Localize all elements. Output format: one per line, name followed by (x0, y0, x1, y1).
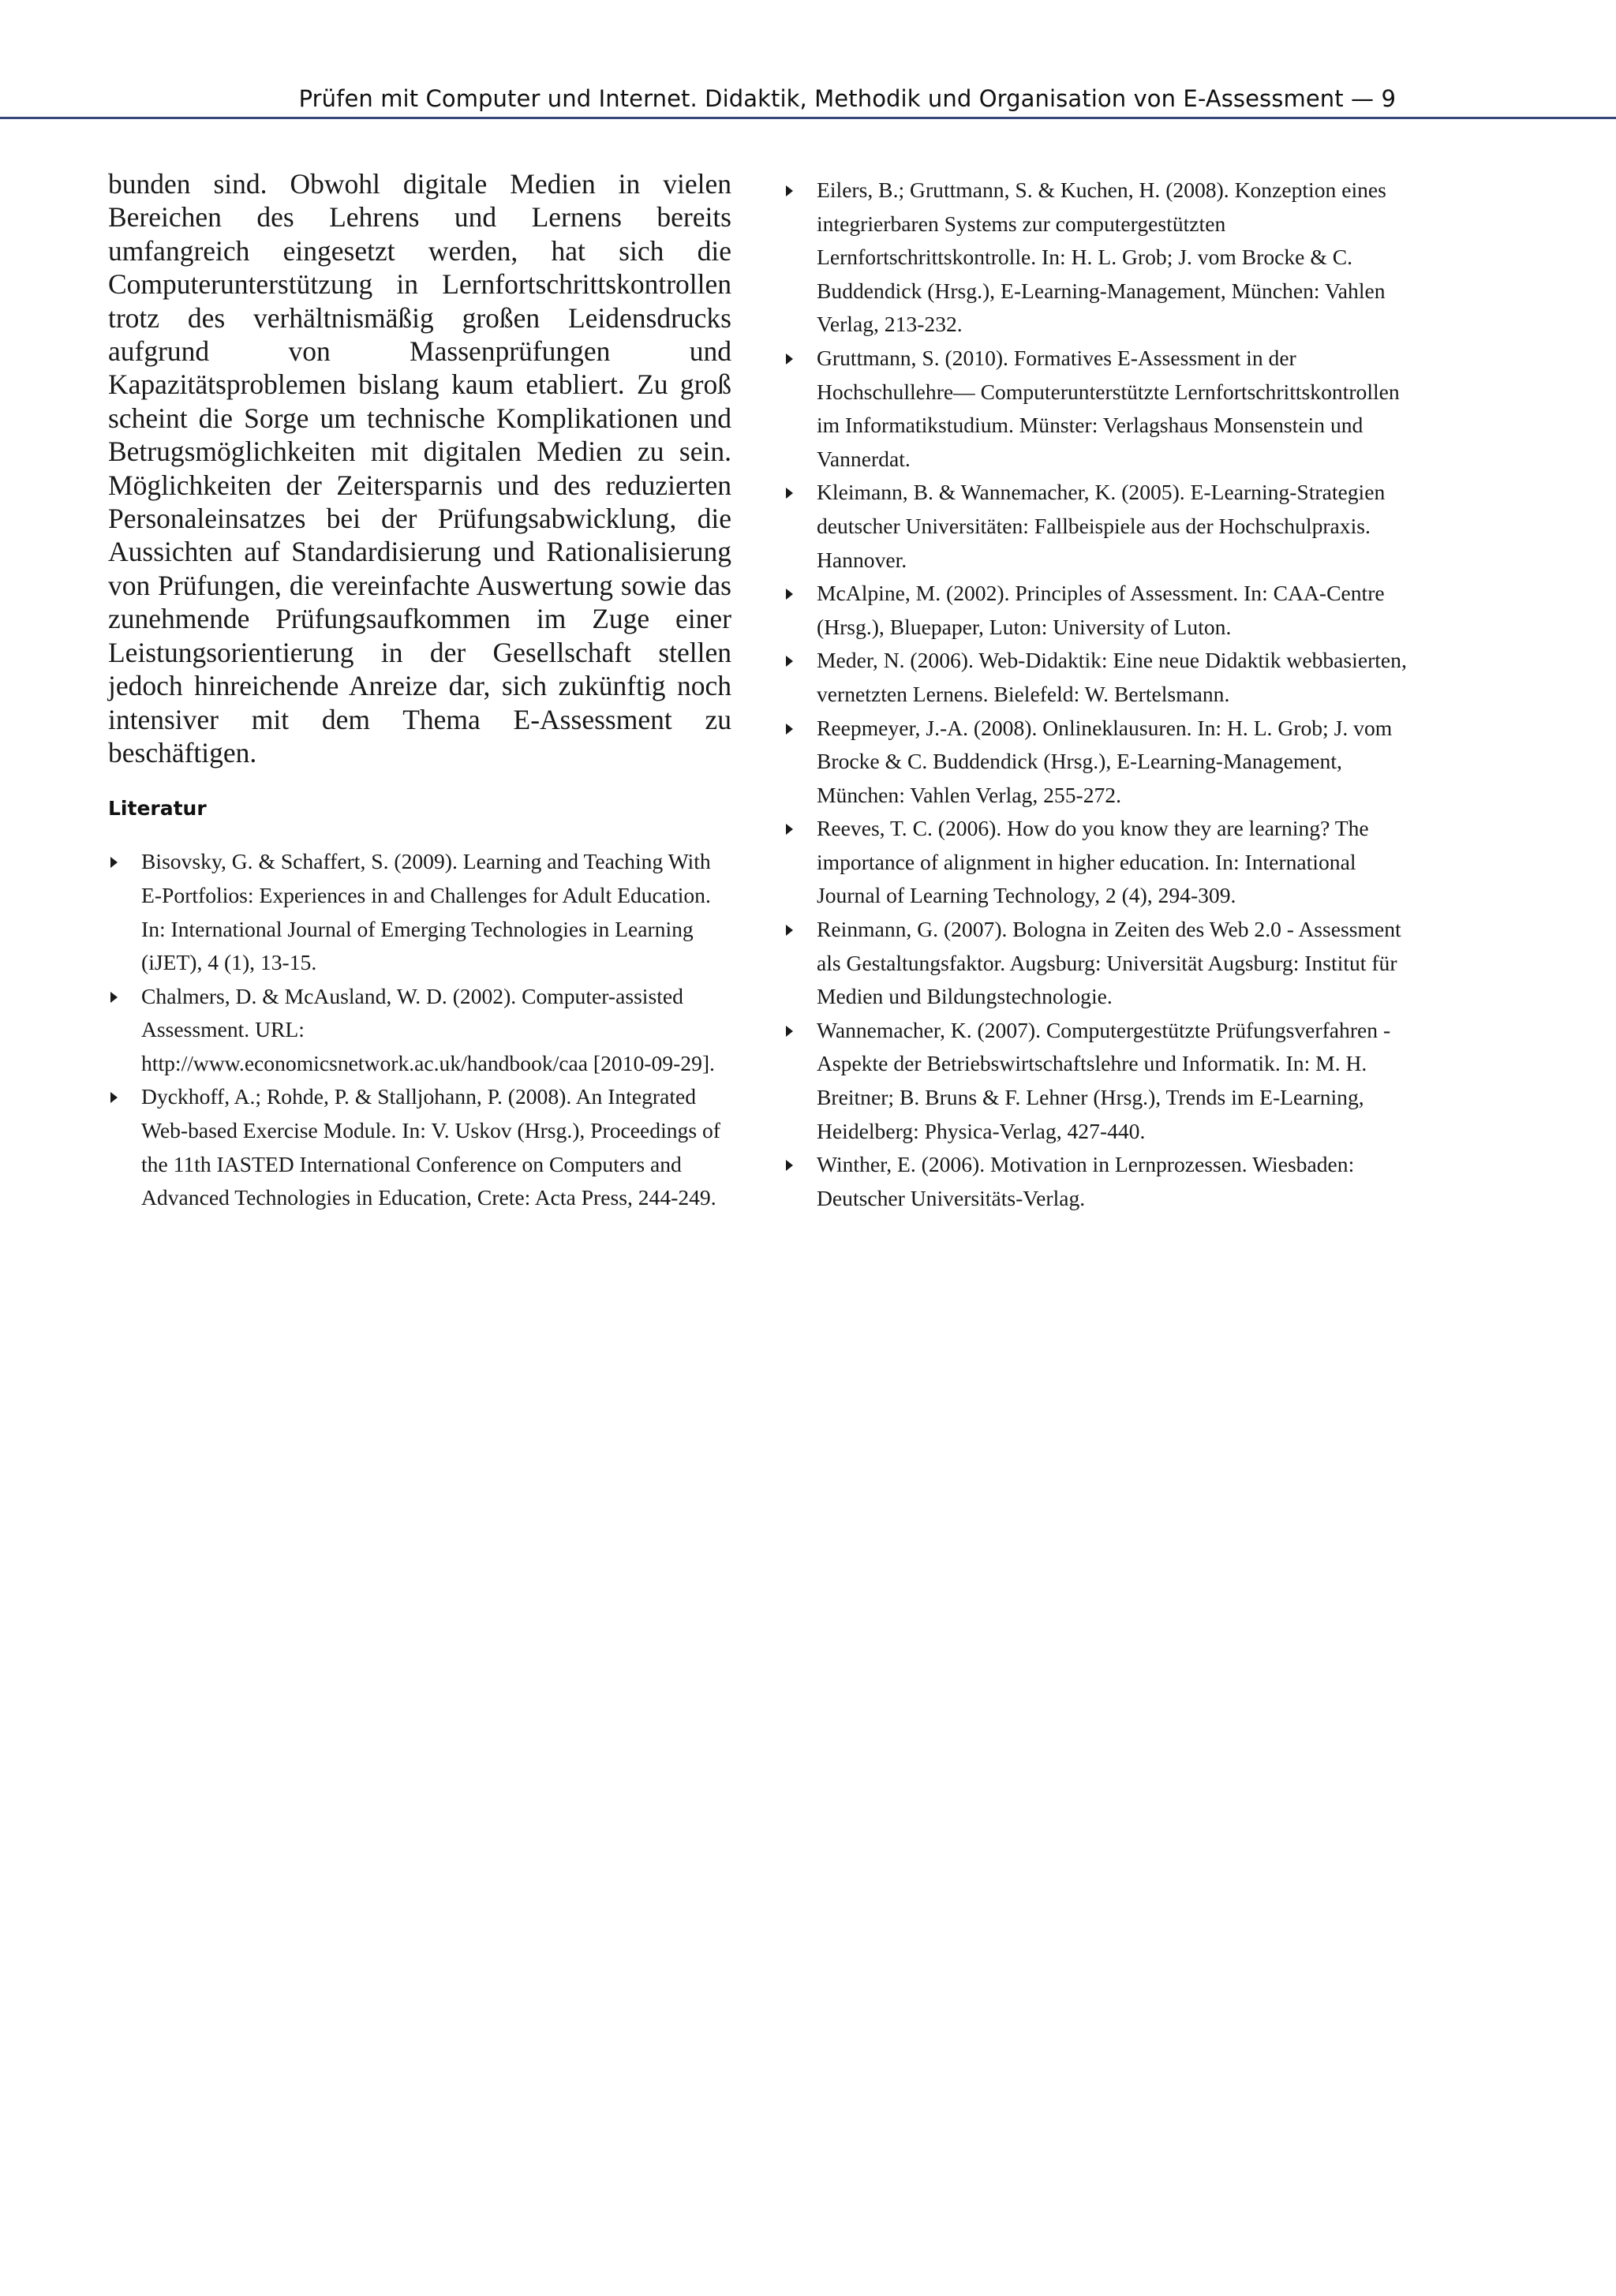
triangle-bullet-icon (786, 589, 793, 600)
reference-item (108, 1080, 731, 1214)
reference-text: Reinmann, G. (2007). Bologna in Zeiten des Web 2.0 - Assessment als Gestaltungsfaktor. Augsburg: Universität Augsburg: Institut für Medien und Bildungstechnologie. (817, 917, 1401, 1009)
triangle-bullet-icon (786, 1026, 793, 1037)
triangle-bullet-icon (786, 488, 793, 499)
reference-item (784, 342, 1407, 476)
body-paragraph: bunden sind. Obwohl digitale Medien in vielen Bereichen des Lehrens und Lernens bereits umfangreich eingesetzt werden, hat sich die Computerunterstützung in Lernfortschrittskontrollen trotz des verhältnismäßig großen Leidensdrucks aufgrund von Massenprüfungen und Kapazitätsproblemen bislang kaum etabliert. Zu groß scheint die Sorge um technische Komplikationen und Betrugsmöglichkeiten mit digitalen Medien zu sein. Möglichkeiten der Zeitersparnis und des reduzierten Personaleinsatzes bei der Prüfungsabwicklung, die Aussichten auf Standardisierung und Rationalisierung von Prüfungen, die vereinfachte Auswertung sowie das zunehmende Prüfungsaufkommen im Zuge einer Leistungsorientierung in der Gesellschaft stellen jedoch hinreichende Anreize dar, sich zukünftig noch intensiver mit dem Thema E-Assessment zu beschäftigen. (108, 168, 731, 768)
reference-text: McAlpine, M. (2002). Principles of Assessment. In: CAA-Centre (Hrsg.), Bluepaper, Luton: University of Luton. (817, 581, 1385, 639)
reference-text: Reepmeyer, J.-A. (2008). Onlineklausuren. In: H. L. Grob; J. vom Brocke & C. Buddendick (Hrsg.), E-Learning-Management, München: Vahlen Verlag, 255-272. (817, 715, 1393, 807)
reference-list-left (108, 845, 731, 1215)
running-header: Prüfen mit Computer und Internet. Didaktik, Methodik und Organisation von E-Assessment — 9 (298, 85, 1396, 112)
triangle-bullet-icon (786, 724, 793, 735)
reference-text: Winther, E. (2006). Motivation in Lernprozessen. Wiesbaden: Deutscher Universitäts-Verlag. (817, 1152, 1355, 1210)
reference-item (784, 476, 1407, 577)
reference-item (784, 812, 1407, 913)
reference-text: Reeves, T. C. (2006). How do you know they are learning? The importance of alignment in higher education. In: International Journal of Learning Technology, 2 (4), 294-309. (817, 816, 1369, 908)
reference-item (784, 174, 1407, 342)
reference-item (784, 913, 1407, 1014)
reference-item (108, 980, 731, 1081)
reference-list-right (784, 174, 1407, 1215)
triangle-bullet-icon (110, 1092, 118, 1103)
reference-item (784, 1014, 1407, 1148)
triangle-bullet-icon (786, 1160, 793, 1171)
reference-text: Eilers, B.; Gruttmann, S. & Kuchen, H. (2008). Konzeption eines integrierbaren Systems zur computergestützten Lernfortschrittskontrolle. In: H. L. Grob; J. vom Brocke & C. Buddendick (Hrsg.), E-Learning-Management, München: Vahlen Verlag, 213-232. (817, 178, 1386, 337)
triangle-bullet-icon (786, 185, 793, 196)
reference-text: Bisovsky, G. & Schaffert, S. (2009). Learning and Teaching With E-Portfolios: Experiences in and Challenges for Adult Education. In: International Journal of Emerging Technologies in Learning (iJET), 4 (1), 13-15. (141, 849, 711, 975)
triangle-bullet-icon (786, 824, 793, 835)
reference-text: Meder, N. (2006). Web-Didaktik: Eine neue Didaktik webbasierten, vernetzten Lernens. Bielefeld: W. Bertelsmann. (817, 648, 1407, 706)
reference-item (784, 1148, 1407, 1215)
triangle-bullet-icon (786, 353, 793, 365)
reference-item (784, 577, 1407, 644)
header-rule (0, 117, 1616, 119)
reference-item (108, 845, 731, 979)
reference-text: Chalmers, D. & McAusland, W. D. (2002). Computer-assisted Assessment. URL: http://www.economicsnetwork.ac.uk/handbook/caa [2010-09-29]. (141, 983, 715, 1075)
reference-text: Kleimann, B. & Wannemacher, K. (2005). E-Learning-Strategien deutscher Universitäten: Fallbeispiele aus der Hochschulpraxis. Hannover. (817, 480, 1386, 572)
triangle-bullet-icon (110, 857, 118, 868)
reference-text: Wannemacher, K. (2007). Computergestützte Prüfungsverfahren - Aspekte der Betriebswirtschaftslehre und Informatik. In: M. H. Breitner; B. Bruns & F. Lehner (Hrsg.), Trends im E-Learning, Heidelberg: Physica-Verlag, 427-440. (817, 1017, 1391, 1143)
triangle-bullet-icon (786, 656, 793, 667)
triangle-bullet-icon (786, 925, 793, 936)
left-column (108, 167, 731, 1215)
literature-heading: Literatur (108, 797, 207, 821)
reference-text: Gruttmann, S. (2010). Formatives E-Assessment in der Hochschullehre— Computerunterstützte Lernfortschrittskontrollen im Informatikstudium. Münster: Verlagshaus Monsenstein und Vannerdat. (817, 345, 1400, 471)
reference-item (784, 644, 1407, 711)
reference-text: Dyckhoff, A.; Rohde, P. & Stalljohann, P. (2008). An Integrated Web-based Exercise Module. In: V. Uskov (Hrsg.), Proceedings of the 11th IASTED International Conference on Computers and Advanced Technologies in Education, Crete: Acta Press, 244-249. (141, 1084, 720, 1210)
triangle-bullet-icon (110, 992, 118, 1003)
right-column (784, 174, 1407, 1215)
reference-item (784, 712, 1407, 813)
